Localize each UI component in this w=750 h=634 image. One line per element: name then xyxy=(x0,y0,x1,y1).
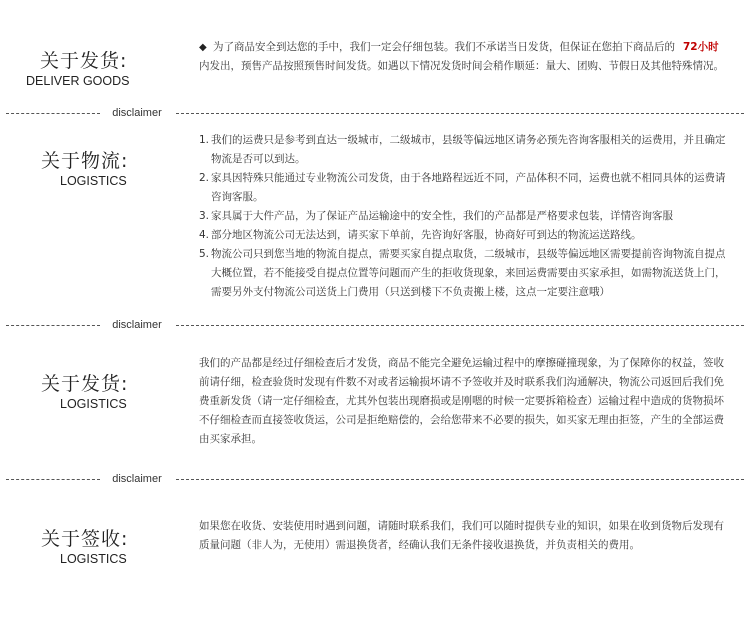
deliver-highlight: 72小时 xyxy=(683,41,719,53)
deliver-paragraph xyxy=(199,38,729,76)
list-item xyxy=(199,207,729,226)
receipt-paragraph: 如果您在收货、安装使用时遇到问题，请随时联系我们，我们可以随时提供专业的知识，如果在收到货物后发现有质量问题（非人为，无使用）需退换货者，经确认我们无条件接收退换货，并负责相关的费用。 xyxy=(199,520,724,551)
divider-line-right xyxy=(176,479,744,480)
list-text: 物流公司只到您当地的物流自提点，需要买家自提点取货，二级城市，县级等偏远地区需要提前咨询物流自提点大概位置，若不能接受自提点位置等问题而产生的拒收货现象，来回运费需要由买家承担，如需物流送货上门，需要另外支付物流公司送货上门费用（只送到楼下不负责搬上楼，这点一定要注意哦） xyxy=(211,248,726,298)
heading-en: LOGISTICS xyxy=(60,397,127,411)
heading-cn: 关于发货: xyxy=(41,373,129,395)
heading-en: LOGISTICS xyxy=(60,552,127,566)
list-item xyxy=(199,226,729,245)
list-number: 4. xyxy=(199,229,210,241)
deliver-intro-prefix: 为了商品安全到达您的手中，我们一定会仔细包装。我们不承诺当日发货，但保证在您拍下商品后的 xyxy=(213,41,675,53)
divider-label: disclaimer xyxy=(112,473,162,485)
deliver-intro-suffix: 内发出，预售产品按照预售时间发货。如遇以下情况发货时间会稍作顺延：量大、团购、节假日及其他特殊情况。 xyxy=(199,60,724,72)
heading-cn: 关于发货: xyxy=(40,50,128,72)
inspection-paragraph: 我们的产品都是经过仔细检查后才发货，商品不能完全避免运输过程中的摩擦碰撞现象，为了保障你的权益，签收前请仔细，检查验货时发现有件数不对或者运输损坏请不予签收并及时联系我们沟通解决，物流公司返回后我们免费重新发货（请一定仔细检查，尤其外包装出现磨损或是刚嗯的时候一定要拆箱检查）运输过程中造成的货物损坏不仔细检查而直接签收货运，公司是拒绝赔偿的，会给您带来不必要的损失，如买家无理由拒签，产生的全部运费由买家承担。 xyxy=(199,357,724,445)
disclaimer-divider xyxy=(0,318,750,332)
divider-label: disclaimer xyxy=(112,319,162,331)
heading-en: LOGISTICS xyxy=(60,174,127,188)
deliver-notice xyxy=(199,38,729,76)
divider-line-left xyxy=(6,479,100,480)
list-text: 家具属于大件产品，为了保证产品运输途中的安全性，我们的产品都是严格要求包装，详情咨询客服 xyxy=(211,210,673,222)
inspection-text xyxy=(199,354,729,449)
divider-label: disclaimer xyxy=(112,107,162,119)
diamond-bullet-icon: ◆ xyxy=(199,42,207,53)
receipt-text xyxy=(199,517,729,555)
section-heading xyxy=(26,50,216,89)
disclaimer-divider xyxy=(0,106,750,120)
heading-cn: 关于签收: xyxy=(41,528,129,550)
list-item xyxy=(199,131,729,169)
heading-cn: 关于物流: xyxy=(41,150,129,172)
divider-line-right xyxy=(176,113,744,114)
list-item xyxy=(199,169,729,207)
logistics-list xyxy=(199,131,729,302)
list-number: 2. xyxy=(199,172,210,184)
list-number: 3. xyxy=(199,210,210,222)
list-item xyxy=(199,245,729,302)
divider-line-right xyxy=(176,325,744,326)
list-text: 部分地区物流公司无法达到，请买家下单前，先咨询好客服，协商好可到达的物流运送路线。 xyxy=(211,229,642,241)
list-number: 5. xyxy=(199,248,210,260)
list-text: 我们的运费只是参考到直达一级城市，二级城市，县级等偏远地区请务必预先咨询客服相关的运费用，并且确定物流是否可以到达。 xyxy=(211,134,726,165)
divider-line-left xyxy=(6,113,100,114)
heading-en: DELIVER GOODS xyxy=(26,74,130,88)
list-text: 家具因特殊只能通过专业物流公司发货，由于各地路程远近不同，产品体积不同，运费也就不相同具体的运费请咨询客服。 xyxy=(211,172,726,203)
list-number: 1. xyxy=(199,134,210,146)
disclaimer-divider xyxy=(0,472,750,486)
divider-line-left xyxy=(6,325,100,326)
